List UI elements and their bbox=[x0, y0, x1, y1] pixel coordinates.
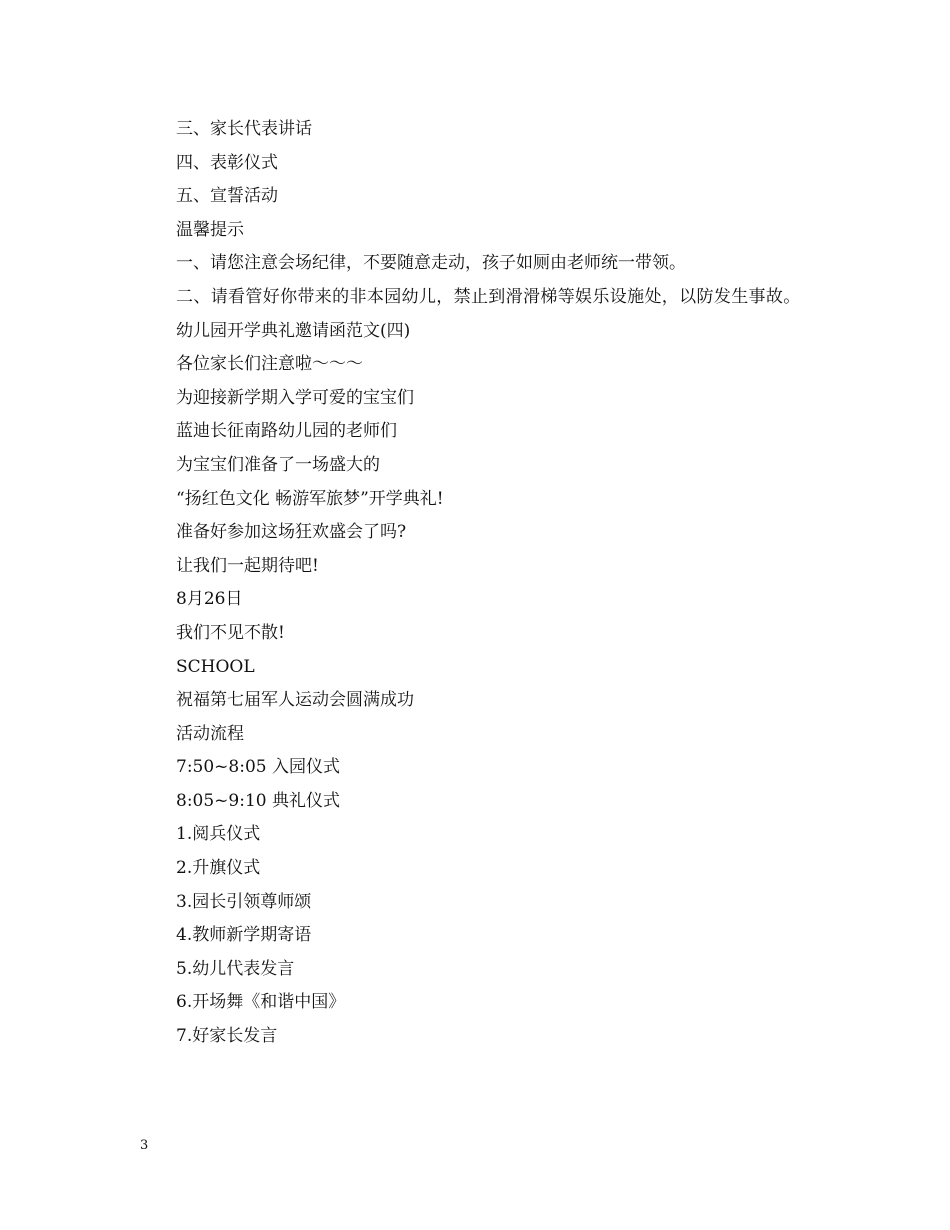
document-body bbox=[140, 113, 820, 1054]
text-line: 蓝迪长征南路幼儿园的老师们 bbox=[176, 421, 397, 442]
schedule-item: 7:50~8:05 入园仪式 bbox=[176, 757, 340, 778]
list-item: 6.开场舞《和谐中国》 bbox=[176, 992, 346, 1013]
schedule-heading: 活动流程 bbox=[176, 723, 244, 744]
list-item: 1.阅兵仪式 bbox=[176, 824, 261, 845]
text-line: “扬红色文化 畅游军旅梦”开学典礼! bbox=[176, 488, 444, 509]
page-number: 3 bbox=[140, 1138, 149, 1153]
text-line: 准备好参加这场狂欢盛会了吗? bbox=[176, 522, 407, 543]
list-item: 4.教师新学期寄语 bbox=[176, 925, 312, 946]
text-line: 五、宣誓活动 bbox=[176, 186, 278, 207]
text-line: 温馨提示 bbox=[176, 219, 244, 240]
list-item: 2.升旗仪式 bbox=[176, 858, 261, 879]
section-heading: 幼儿园开学典礼邀请函范文(四) bbox=[176, 320, 411, 341]
text-line: 为迎接新学期入学可爱的宝宝们 bbox=[176, 387, 414, 408]
text-line: 祝福第七届军人运动会圆满成功 bbox=[176, 690, 414, 711]
list-item: 7.好家长发言 bbox=[176, 1026, 278, 1047]
text-line: 三、家长代表讲话 bbox=[176, 119, 312, 139]
schedule-item: 8:05~9:10 典礼仪式 bbox=[176, 790, 340, 811]
text-line: 一、请您注意会场纪律，不要随意走动，孩子如厕由老师统一带领。 bbox=[176, 253, 686, 274]
date-line: 8月26日 bbox=[176, 589, 243, 610]
text-line: 各位家长们注意啦～～～ bbox=[176, 354, 363, 375]
text-line: 为宝宝们准备了一场盛大的 bbox=[176, 454, 380, 475]
wrapped-paragraph: 二、请看管好你带来的非本园幼儿，禁止到滑滑梯等娱乐设施处，以防发生事故。 bbox=[176, 286, 801, 307]
list-item: 3.园长引领尊师颂 bbox=[176, 891, 312, 912]
text-line: 四、表彰仪式 bbox=[176, 152, 278, 173]
text-line: 我们不见不散! bbox=[176, 622, 285, 643]
text-line: SCHOOL bbox=[176, 656, 255, 677]
text-line: 让我们一起期待吧! bbox=[176, 555, 319, 576]
list-item: 5.幼儿代表发言 bbox=[176, 958, 295, 979]
